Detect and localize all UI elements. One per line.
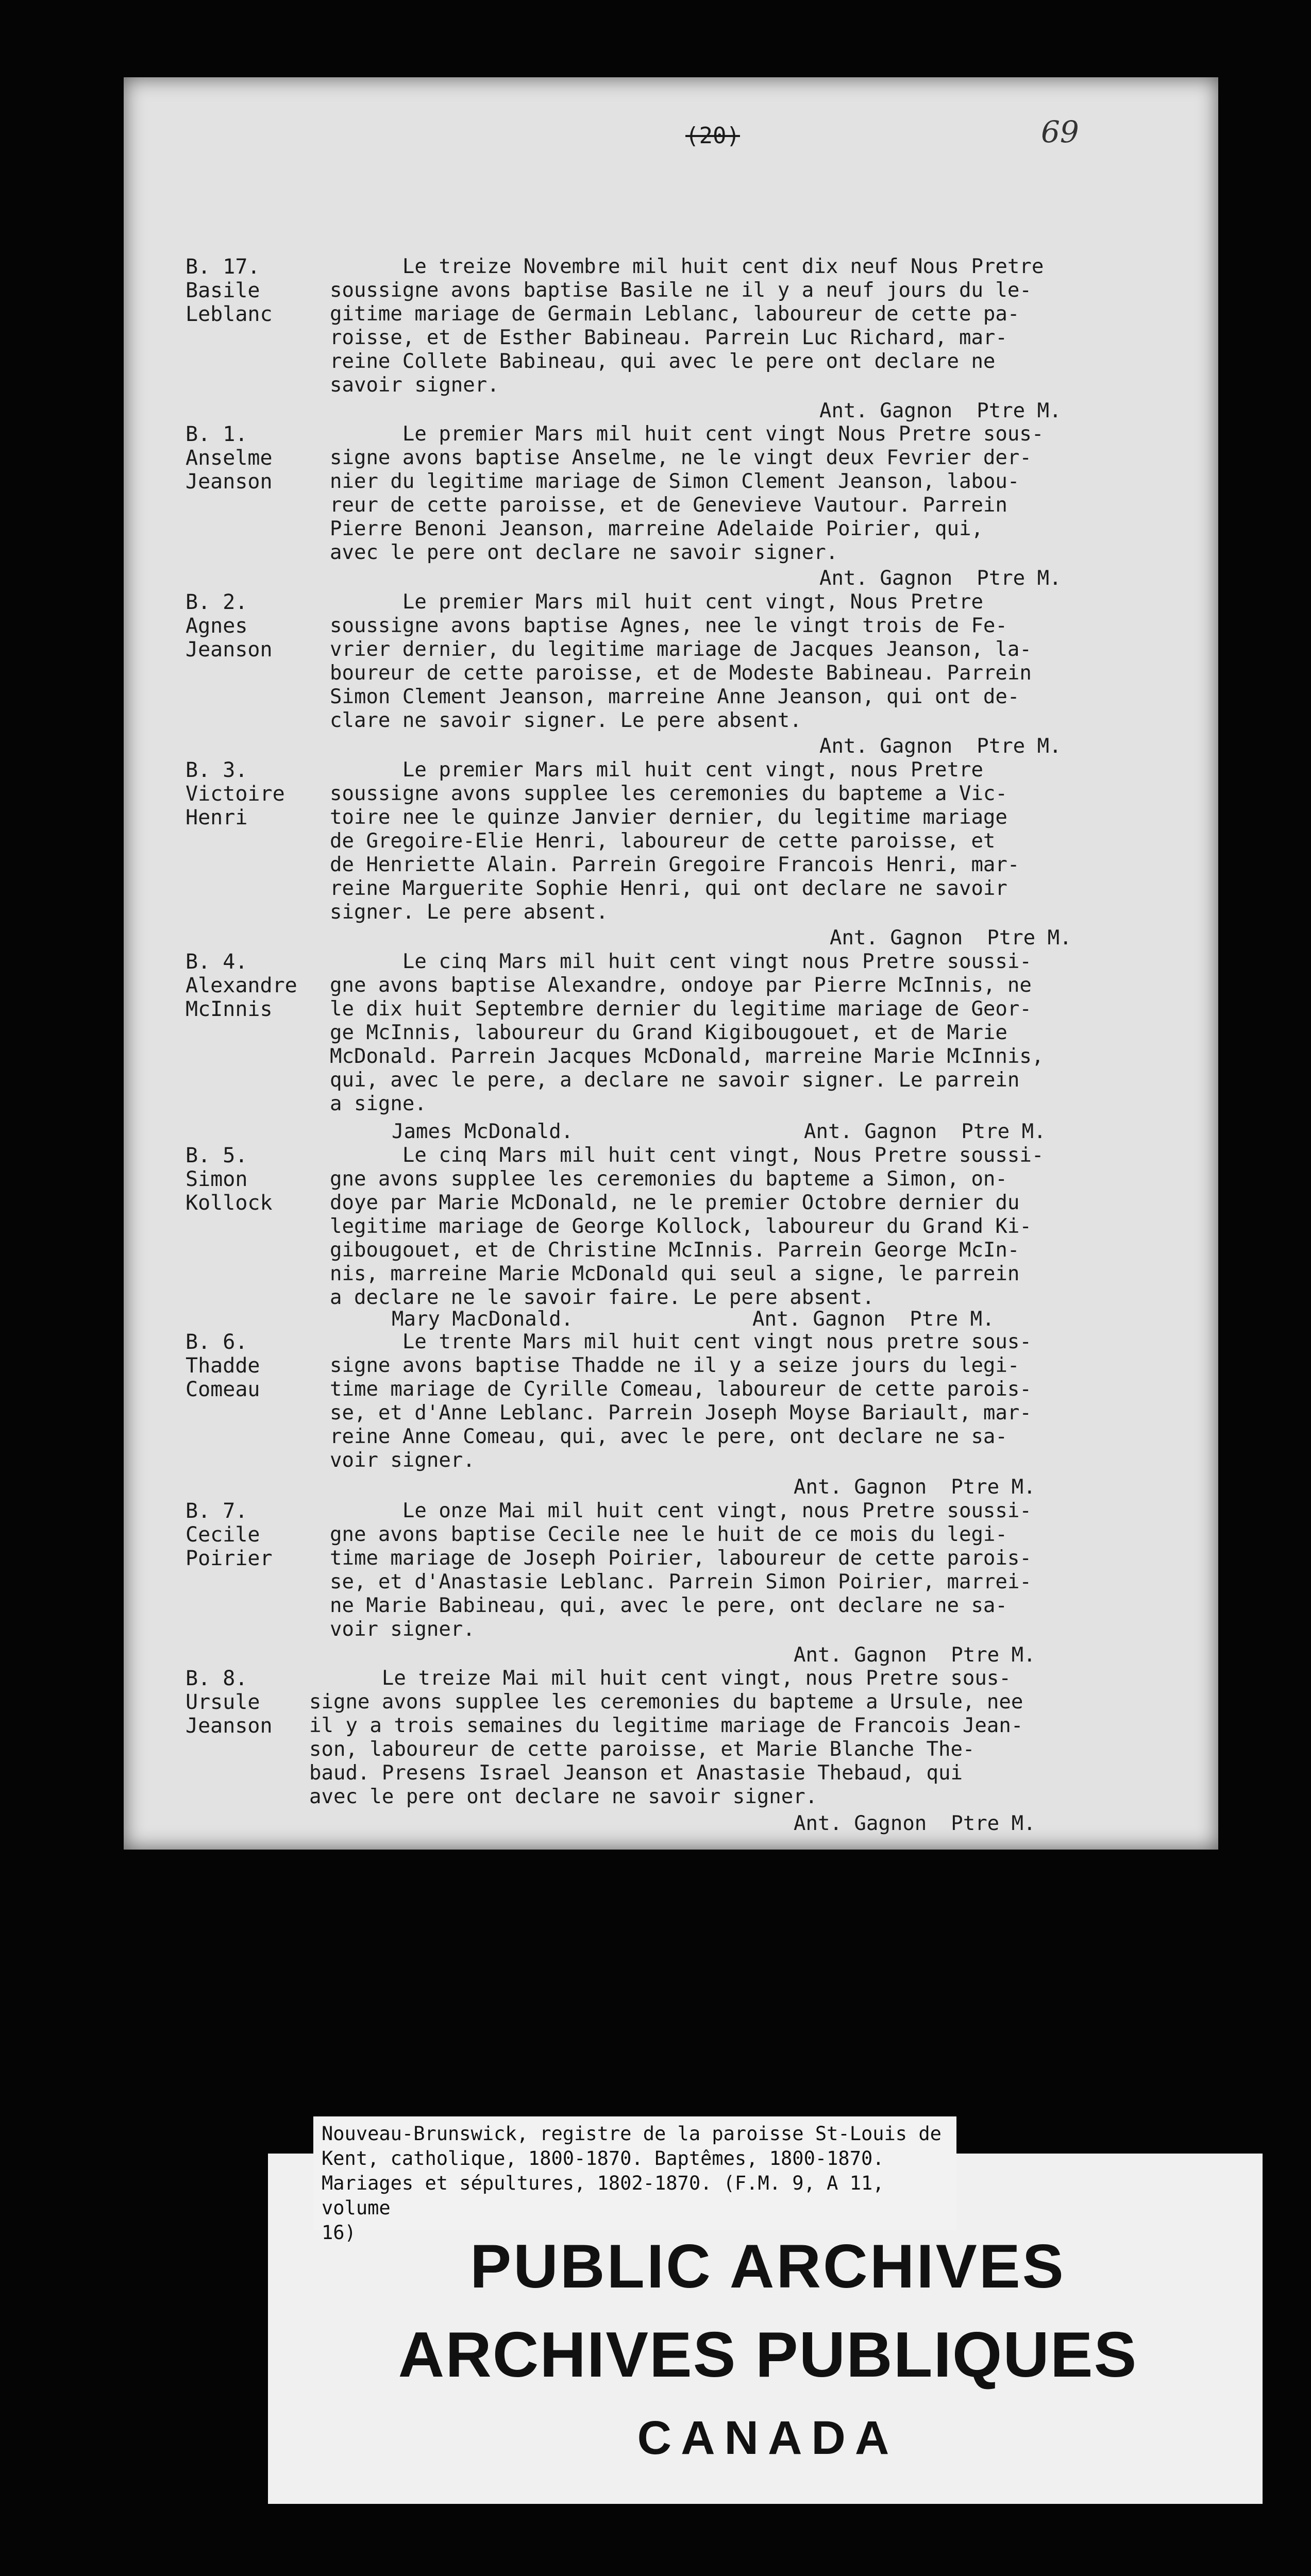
entry-margin-note: B. 5. Simon Kollock [186, 1144, 273, 1215]
archives-country: CANADA [637, 2412, 899, 2464]
register-page [124, 77, 1218, 1850]
entry-body: Le cinq Mars mil huit cent vingt, Nous Pretre soussi- gne avons supplee les ceremonies du bapteme a Simon, on- doye par Marie McDonald, ne le premier Octobre dernier du legitime mariage de George Kollock, laboureur du Grand Ki- gibougouet, et de Christine McInnis. Parrein George McIn- nis, marreine Marie McDonald qui seul a signe, le parrein a declare ne le savoir faire. Le pere absent. [330, 1144, 1044, 1309]
entry-witness-signature: Mary MacDonald. [392, 1308, 574, 1331]
entry-margin-note: B. 4. Alexandre McInnis [186, 950, 297, 1021]
page-number: (20) [685, 123, 740, 149]
entry-signature: Ant. Gagnon Ptre M. [804, 1120, 1046, 1143]
entry-margin-note: B. 7. Cecile Poirier [186, 1499, 273, 1570]
entry-body: Le treize Novembre mil huit cent dix neuf Nous Pretre soussigne avons baptise Basile ne il y a neuf jours du le- gitime mariage de Germain Leblanc, laboureur de cette pa- roisse, et de Esther Babineau. Parrein Luc Richard, mar- reine Collete Babineau, qui avec le pere ont declare ne savoir signer. [330, 255, 1044, 397]
entry-witness-signature: James McDonald. [392, 1120, 574, 1143]
entry-margin-note: B. 1. Anselme Jeanson [186, 422, 273, 494]
entry-margin-note: B. 8. Ursule Jeanson [186, 1667, 273, 1738]
entry-margin-note: B. 17. Basile Leblanc [186, 255, 273, 326]
archives-title-french: ARCHIVES PUBLIQUES [398, 2319, 1138, 2391]
entry-body: Le trente Mars mil huit cent vingt nous pretre sous- signe avons baptise Thadde ne il y a seize jours du legi- time mariage de Cyrille Comeau, laboureur de cette parois- se, et d'Anne Leblanc. Parrein Joseph Moyse Bariault, mar- reine Anne Comeau, qui, avec le pere, ont declare ne sa- voir signer. [330, 1330, 1032, 1472]
entry-body: Le onze Mai mil huit cent vingt, nous Pretre soussi- gne avons baptise Cecile nee le huit de ce mois du legi- time mariage de Joseph Poirier, laboureur de cette parois- se, et d'Anastasie Leblanc. Parrein Simon Poirier, marrei- ne Marie Babineau, qui, avec le pere, ont declare ne sa- voir signer. [330, 1499, 1032, 1641]
entry-signature: Ant. Gagnon Ptre M. [830, 926, 1072, 950]
entry-body: Le cinq Mars mil huit cent vingt nous Pretre soussi- gne avons baptise Alexandre, ondoye par Pierre McInnis, ne le dix huit Septembre dernier du legitime mariage de Geor- ge McInnis, laboureur du Grand Kigibougouet, et de Marie McDonald. Parrein Jacques McDonald, marreine Marie McInnis, qui, avec le pere, a declare ne savoir signer. Le parrein a signe. [330, 950, 1044, 1115]
entry-signature: Ant. Gagnon Ptre M. [819, 567, 1062, 590]
entry-signature: Ant. Gagnon Ptre M. [794, 1643, 1036, 1667]
entry-margin-note: B. 3. Victoire Henri [186, 758, 285, 829]
entry-margin-note: B. 2. Agnes Jeanson [186, 590, 273, 662]
handwritten-page-number: 69 [1041, 114, 1079, 149]
entry-margin-note: B. 6. Thadde Comeau [186, 1330, 260, 1401]
entry-signature: Ant. Gagnon Ptre M. [752, 1308, 995, 1331]
entry-signature: Ant. Gagnon Ptre M. [794, 1476, 1036, 1499]
archives-title-english: PUBLIC ARCHIVES [470, 2232, 1066, 2301]
entry-body: Le premier Mars mil huit cent vingt, Nous Pretre soussigne avons baptise Agnes, nee le vingt trois de Fe- vrier dernier, du legitime mariage de Jacques Jeanson, la- boureur de cette paroisse, et de Modeste Babineau. Parrein Simon Clement Jeanson, marreine Anne Jeanson, qui ont de- clare ne savoir signer. Le pere absent. [330, 590, 1032, 732]
entry-body: Le premier Mars mil huit cent vingt, nous Pretre soussigne avons supplee les ceremonies du bapteme a Vic- toire nee le quinze Janvier dernier, du legitime mariage de Gregoire-Elie Henri, laboureur de cette paroisse, et de Henriette Alain. Parrein Gregoire Francois Henri, mar- reine Marguerite Sophie Henri, qui ont declare ne savoir signer. Le pere absent. [330, 758, 1020, 924]
entry-signature: Ant. Gagnon Ptre M. [819, 735, 1062, 758]
entry-signature: Ant. Gagnon Ptre M. [794, 1812, 1036, 1835]
entry-signature: Ant. Gagnon Ptre M. [819, 399, 1062, 422]
collection-label: Nouveau-Brunswick, registre de la paroisse St-Louis de Kent, catholique, 1800-1870. Baptêmes, 1800-1870. Mariages et sépultures, 1802-1870. (F.M. 9, A 11, volume 16) [313, 2116, 956, 2230]
entry-body: Le premier Mars mil huit cent vingt Nous Pretre sous- signe avons baptise Anselme, ne le vingt deux Fevrier der- nier du legitime mariage de Simon Clement Jeanson, labou- reur de cette paroisse, et de Genevieve Vautour. Parrein Pierre Benoni Jeanson, marreine Adelaide Poirier, qui, avec le pere ont declare ne savoir signer. [330, 422, 1044, 564]
entry-body: Le treize Mai mil huit cent vingt, nous Pretre sous- signe avons supplee les ceremonies du bapteme a Ursule, nee il y a trois semaines du legitime mariage de Francois Jean- son, laboureur de cette paroisse, et Marie Blanche The- baud. Presens Israel Jeanson et Anastasie Thebaud, qui avec le pere ont declare ne savoir signer. [309, 1667, 1023, 1808]
